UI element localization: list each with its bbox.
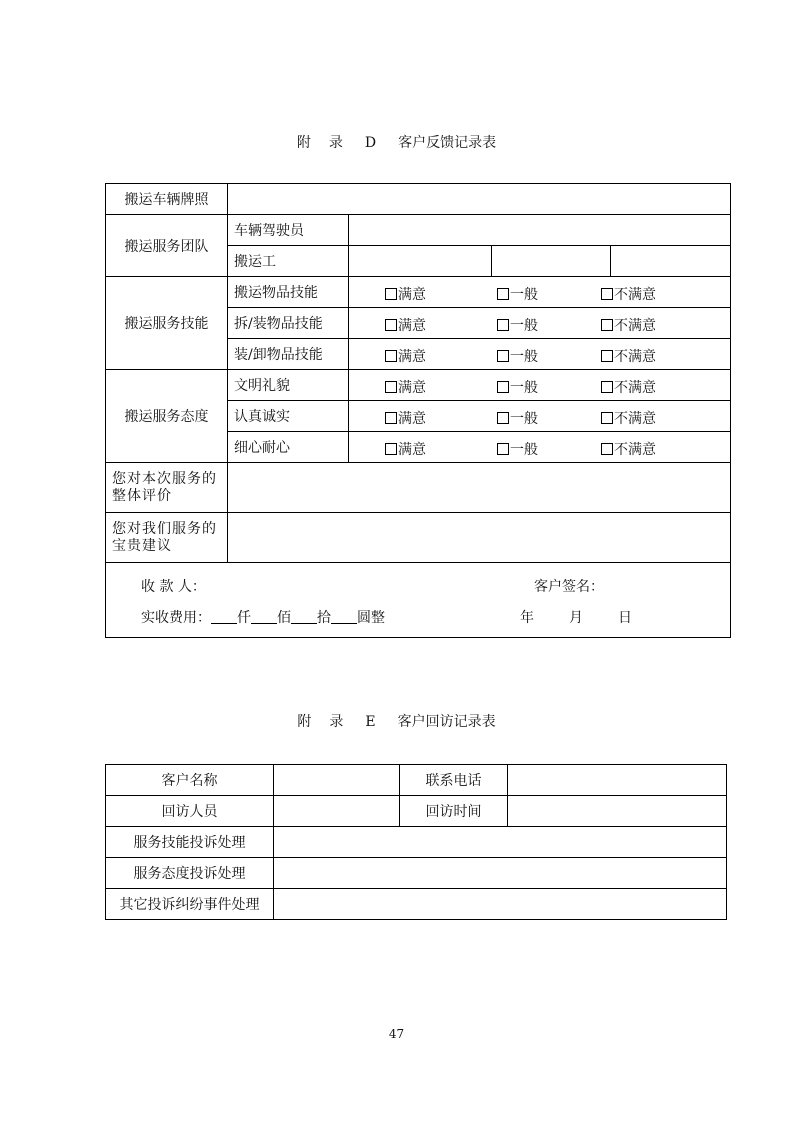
attitude-options-row bbox=[349, 370, 731, 401]
porter-label: 搬运工 bbox=[228, 246, 349, 277]
title-text: 客户反馈记录表 bbox=[398, 135, 497, 151]
option-average[interactable]: 一般 bbox=[497, 377, 538, 397]
plate-label: 搬运车辆牌照 bbox=[106, 184, 228, 215]
checkbox-icon[interactable] bbox=[385, 319, 397, 331]
customer-name-input[interactable] bbox=[274, 765, 400, 796]
skill-item: 搬运物品技能 bbox=[228, 277, 349, 308]
checkbox-icon[interactable] bbox=[385, 350, 397, 362]
checkbox-icon[interactable] bbox=[601, 412, 613, 424]
checkbox-icon[interactable] bbox=[601, 350, 613, 362]
checkbox-icon[interactable] bbox=[497, 381, 509, 393]
suggestion-label: 您对我们服务的宝贵建议 bbox=[106, 513, 228, 563]
checkbox-icon[interactable] bbox=[385, 443, 397, 455]
visitor-input[interactable] bbox=[274, 796, 400, 827]
option-unsatisfied[interactable]: 不满意 bbox=[601, 377, 656, 397]
fee-line bbox=[141, 607, 385, 627]
title-word: 录 bbox=[328, 135, 343, 151]
contact-phone-input[interactable] bbox=[508, 765, 727, 796]
option-satisfied[interactable]: 满意 bbox=[385, 315, 426, 335]
porter-input-cell-1[interactable] bbox=[349, 246, 492, 277]
driver-label: 车辆驾驶员 bbox=[228, 215, 349, 246]
fee-unit: 仟 bbox=[237, 610, 251, 626]
fee-label: 实收费用： bbox=[141, 610, 211, 626]
attitude-complaint-input[interactable] bbox=[274, 858, 727, 889]
skill-item: 拆/装物品技能 bbox=[228, 308, 349, 339]
option-satisfied[interactable]: 满意 bbox=[385, 284, 426, 304]
fee-blank[interactable] bbox=[211, 611, 237, 624]
suggestion-input[interactable] bbox=[228, 513, 731, 563]
skill-complaint-input[interactable] bbox=[274, 827, 727, 858]
plate-input-cell[interactable] bbox=[228, 184, 731, 215]
fee-unit: 拾 bbox=[317, 610, 331, 626]
page-number: 47 bbox=[388, 1027, 405, 1041]
customer-name-label: 客户名称 bbox=[106, 765, 274, 796]
option-unsatisfied[interactable]: 不满意 bbox=[601, 408, 656, 428]
checkbox-icon[interactable] bbox=[385, 381, 397, 393]
option-unsatisfied[interactable]: 不满意 bbox=[601, 284, 656, 304]
porter-input-cell-3[interactable] bbox=[611, 246, 731, 277]
checkbox-icon[interactable] bbox=[385, 412, 397, 424]
skill-complaint-label: 服务技能投诉处理 bbox=[106, 827, 274, 858]
signature-area bbox=[106, 563, 731, 638]
skill-options-row bbox=[349, 339, 731, 370]
option-satisfied[interactable]: 满意 bbox=[385, 439, 426, 459]
checkbox-icon[interactable] bbox=[497, 350, 509, 362]
other-complaint-input[interactable] bbox=[274, 889, 727, 920]
checkbox-icon[interactable] bbox=[601, 443, 613, 455]
checkbox-icon[interactable] bbox=[601, 288, 613, 300]
skill-label: 搬运服务技能 bbox=[106, 277, 228, 370]
option-satisfied[interactable]: 满意 bbox=[385, 408, 426, 428]
option-unsatisfied[interactable]: 不满意 bbox=[601, 315, 656, 335]
title-word: 录 bbox=[329, 714, 344, 730]
visit-time-label: 回访时间 bbox=[400, 796, 508, 827]
checkbox-icon[interactable] bbox=[497, 288, 509, 300]
appendix-d-title bbox=[0, 132, 793, 152]
title-word: 附 bbox=[297, 714, 312, 730]
title-letter: E bbox=[365, 714, 376, 730]
overall-evaluation-input[interactable] bbox=[228, 463, 731, 513]
option-unsatisfied[interactable]: 不满意 bbox=[601, 346, 656, 366]
return-visit-table bbox=[105, 764, 727, 920]
appendix-e-title bbox=[0, 711, 793, 731]
payee-label: 收 款 人： bbox=[141, 579, 206, 595]
option-average[interactable]: 一般 bbox=[497, 315, 538, 335]
overall-evaluation-label: 您对本次服务的整体评价 bbox=[106, 463, 228, 513]
visit-time-input[interactable] bbox=[508, 796, 727, 827]
date-year: 年 bbox=[520, 610, 534, 626]
checkbox-icon[interactable] bbox=[497, 443, 509, 455]
skill-options-row bbox=[349, 308, 731, 339]
checkbox-icon[interactable] bbox=[497, 319, 509, 331]
option-average[interactable]: 一般 bbox=[497, 284, 538, 304]
date-day: 日 bbox=[618, 610, 632, 626]
attitude-item: 认真诚实 bbox=[228, 401, 349, 432]
attitude-options-row bbox=[349, 401, 731, 432]
skill-item: 装/卸物品技能 bbox=[228, 339, 349, 370]
attitude-item: 细心耐心 bbox=[228, 432, 349, 463]
title-word: 附 bbox=[296, 135, 311, 151]
attitude-item: 文明礼貌 bbox=[228, 370, 349, 401]
driver-input-cell[interactable] bbox=[349, 215, 731, 246]
option-average[interactable]: 一般 bbox=[497, 346, 538, 366]
other-complaint-label: 其它投诉纠纷事件处理 bbox=[106, 889, 274, 920]
option-average[interactable]: 一般 bbox=[497, 408, 538, 428]
fee-blank[interactable] bbox=[251, 611, 277, 624]
customer-signature-label: 客户签名： bbox=[534, 579, 604, 595]
checkbox-icon[interactable] bbox=[601, 319, 613, 331]
feedback-table bbox=[105, 183, 731, 638]
checkbox-icon[interactable] bbox=[497, 412, 509, 424]
visitor-label: 回访人员 bbox=[106, 796, 274, 827]
title-text: 客户回访记录表 bbox=[397, 714, 496, 730]
fee-unit: 佰 bbox=[277, 610, 291, 626]
checkbox-icon[interactable] bbox=[385, 288, 397, 300]
attitude-label: 搬运服务态度 bbox=[106, 370, 228, 463]
team-label: 搬运服务团队 bbox=[106, 215, 228, 277]
skill-options-row bbox=[349, 277, 731, 308]
fee-blank[interactable] bbox=[291, 611, 317, 624]
option-satisfied[interactable]: 满意 bbox=[385, 377, 426, 397]
title-letter: D bbox=[364, 135, 377, 151]
fee-unit: 圆整 bbox=[357, 610, 385, 626]
contact-phone-label: 联系电话 bbox=[400, 765, 508, 796]
option-satisfied[interactable]: 满意 bbox=[385, 346, 426, 366]
porter-input-cell-2[interactable] bbox=[492, 246, 611, 277]
option-unsatisfied[interactable]: 不满意 bbox=[601, 439, 656, 459]
attitude-options-row bbox=[349, 432, 731, 463]
option-average[interactable]: 一般 bbox=[497, 439, 538, 459]
fee-blank[interactable] bbox=[331, 611, 357, 624]
attitude-complaint-label: 服务态度投诉处理 bbox=[106, 858, 274, 889]
checkbox-icon[interactable] bbox=[601, 381, 613, 393]
date-month: 月 bbox=[569, 610, 583, 626]
